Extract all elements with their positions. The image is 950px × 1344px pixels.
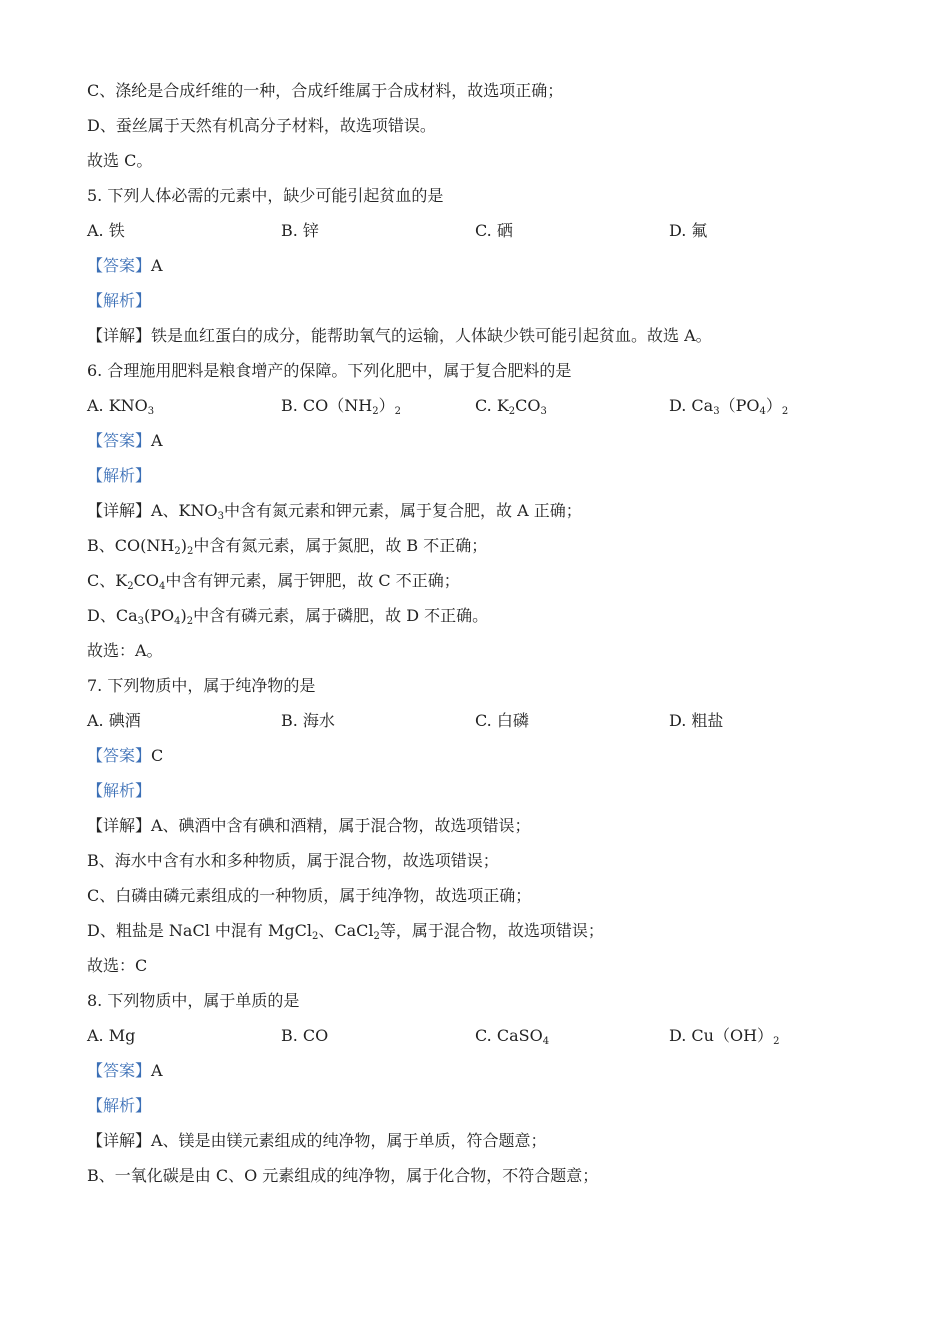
question-5: 5. 下列人体必需的元素中，缺少可能引起贫血的是 [87, 186, 444, 205]
detail-line: B、$CO(NH_2)_2$中含有氮元素，属于氮肥，故 B 不正确； [87, 536, 488, 557]
question-8: 8. 下列物质中，属于单质的是 [87, 991, 300, 1010]
text-line: 故选：A。 [87, 641, 163, 660]
option-c: C. CaSO$_4$ [475, 1026, 550, 1047]
answer-line: 【答案】A [87, 1061, 163, 1080]
option-a: A. $KNO_3$ [87, 396, 155, 417]
option-a: A. 碘酒 [87, 711, 141, 730]
option-d: D. 氟 [669, 221, 708, 240]
option-c: C. $K_2CO_3$ [475, 396, 547, 417]
text-line: C、涤纶是合成纤维的一种，合成纤维属于合成材料，故选项正确； [87, 81, 564, 100]
option-d: D. $Ca_3(PO_4)_2$ [669, 396, 789, 417]
question-6: 6. 合理施用肥料是粮食增产的保障。下列化肥中，属于复合肥料的是 [87, 361, 572, 380]
option-c: C. 白磷 [475, 711, 529, 730]
detail-line: 【详解】A、碘酒中含有碘和酒精，属于混合物，故选项错误； [87, 816, 531, 835]
option-a: A. Mg [87, 1026, 136, 1045]
option-c: C. 硒 [475, 221, 513, 240]
detail-line: B、海水中含有水和多种物质，属于混合物，故选项错误； [87, 851, 499, 870]
text-line: 故选：C [87, 956, 148, 975]
answer-line: 【答案】A [87, 431, 163, 450]
option-d: D. $Cu(OH)_2$ [669, 1026, 780, 1047]
option-d: D. 粗盐 [669, 711, 724, 730]
detail-line: B、一氧化碳是由 C、O 元素组成的纯净物，属于化合物，不符合题意； [87, 1166, 599, 1185]
option-b: B. $CO(NH_2)_2$ [281, 396, 402, 417]
option-b: B. 海水 [281, 711, 335, 730]
detail-line: C、$K_2CO_4$中含有钾元素，属于钾肥，故 C 不正确； [87, 571, 460, 592]
text-line: D、蚕丝属于天然有机高分子材料，故选项错误。 [87, 116, 436, 135]
analysis-label: 【解析】 [87, 291, 152, 310]
answer-line: 【答案】A [87, 256, 163, 275]
question-7: 7. 下列物质中，属于纯净物的是 [87, 676, 316, 695]
option-b: B. CO [281, 1026, 329, 1045]
text-line: 故选 C。 [87, 151, 153, 170]
analysis-label: 【解析】 [87, 466, 152, 485]
option-a: A. 铁 [87, 221, 125, 240]
option-b: B. 锌 [281, 221, 319, 240]
detail-line: C、白磷由磷元素组成的一种物质，属于纯净物，故选项正确； [87, 886, 532, 905]
answer-line: 【答案】C [87, 746, 164, 765]
analysis-label: 【解析】 [87, 781, 152, 800]
detail-line: 【详解】A、镁是由镁元素组成的纯净物，属于单质，符合题意； [87, 1131, 547, 1150]
detail-line: D、$Ca_3(PO_4)_2$中含有磷元素，属于磷肥，故 D 不正确。 [87, 606, 489, 627]
detail-line: 【详解】铁是血红蛋白的成分，能帮助氧气的运输，人体缺少铁可能引起贫血。故选 A。 [87, 326, 712, 345]
detail-line: D、粗盐是 NaCl 中混有 MgCl$_2$、CaCl$_2$等，属于混合物，故选项错误； [87, 921, 604, 942]
analysis-label: 【解析】 [87, 1096, 152, 1115]
detail-line: 【详解】A、$KNO_3$中含有氮元素和钾元素，属于复合肥，故 A 正确； [87, 501, 582, 522]
